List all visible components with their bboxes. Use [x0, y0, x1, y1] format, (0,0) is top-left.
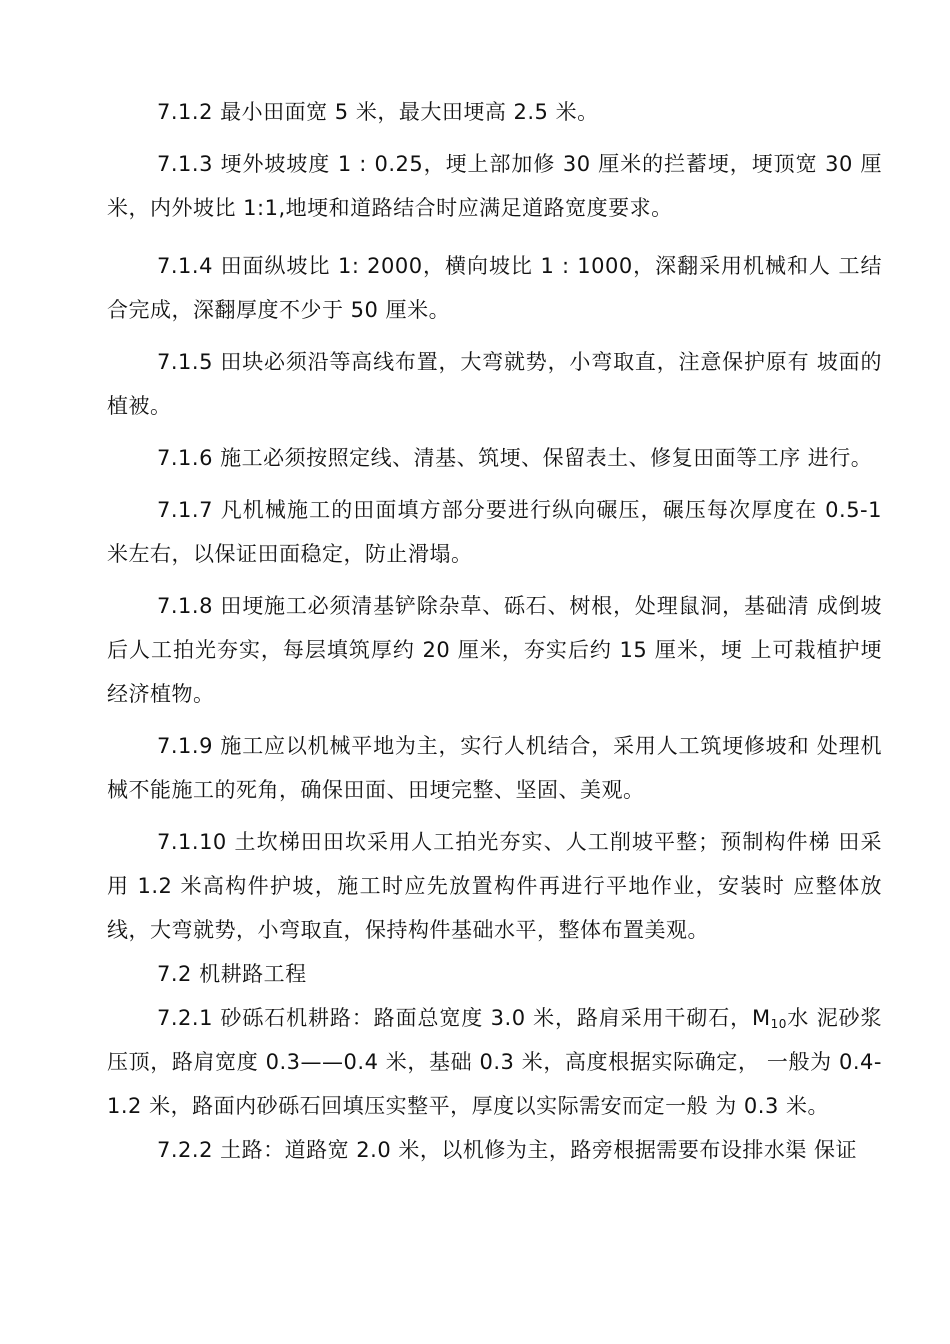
document-body — [107, 90, 882, 1180]
paragraph-7-2-1-part-1: 7.2.1 砂砾石机耕路：路面总宽度 3.0 米，路肩采用干砌石，M — [157, 1006, 771, 1030]
section-heading-7-2: 7.2 机耕路工程 — [157, 962, 307, 986]
paragraph-7-2-1 — [107, 996, 882, 1128]
paragraph-7-1-6: 7.1.6 施工必须按照定线、清基、筑埂、保留表土、修复田面等工序 进行。 — [157, 446, 873, 470]
paragraph-7-1-8: 7.1.8 田埂施工必须清基铲除杂草、砾石、树根，处理鼠洞，基础清 成倒坡后人工拍光夯实，每层填筑厚约 20 厘米，夯实后约 15 厘米，埂 上可栽植护埂经济植物。 — [107, 594, 882, 706]
paragraph-7-2-2: 7.2.2 土路：道路宽 2.0 米，以机修为主，路旁根据需要布设排水渠 保证 — [157, 1138, 858, 1162]
mortar-grade-subscript: 10 — [770, 1017, 787, 1031]
paragraph-7-1-9: 7.1.9 施工应以机械平地为主，实行人机结合，采用人工筑埂修坡和 处理机械不能施工的死角，确保田面、田埂完整、坚固、美观。 — [107, 734, 882, 802]
paragraph-7-1-3: 7.1.3 埂外坡坡度 1 : 0.25，埂上部加修 30 厘米的拦蓄埂，埂顶宽 30 厘米，内外坡比 1:1,地埂和道路结合时应满足道路宽度要求。 — [107, 152, 882, 220]
paragraph-7-2-1-part-2: 水 泥砂浆压顶，路肩宽度 0.3——0.4 米，基础 0.3 米，高度根据实际确定， 一般为 0.4-1.2 米，路面内砂砾石回填压实整平，厚度以实际需安而定一般 为 0.3 米。 — [107, 1006, 882, 1118]
paragraph-7-1-2: 7.1.2 最小田面宽 5 米，最大田埂高 2.5 米。 — [157, 100, 599, 124]
paragraph-7-1-4: 7.1.4 田面纵坡比 1: 2000，横向坡比 1 : 1000，深翻采用机械和人 工结合完成，深翻厚度不少于 50 厘米。 — [107, 254, 882, 322]
paragraph-7-1-10: 7.1.10 土坎梯田田坎采用人工拍光夯实、人工削坡平整；预制构件梯 田采用 1.2 米高构件护坡，施工时应先放置构件再进行平地作业，安装时 应整体放线，大弯就势，小弯取直，保持构件基础水平，整体布置美观。 — [107, 830, 882, 942]
paragraph-7-1-7: 7.1.7 凡机械施工的田面填方部分要进行纵向碾压，碾压每次厚度在 0.5-1 米左右，以保证田面稳定，防止滑塌。 — [107, 498, 882, 566]
paragraph-7-1-5: 7.1.5 田块必须沿等高线布置，大弯就势，小弯取直，注意保护原有 坡面的植被。 — [107, 350, 882, 418]
